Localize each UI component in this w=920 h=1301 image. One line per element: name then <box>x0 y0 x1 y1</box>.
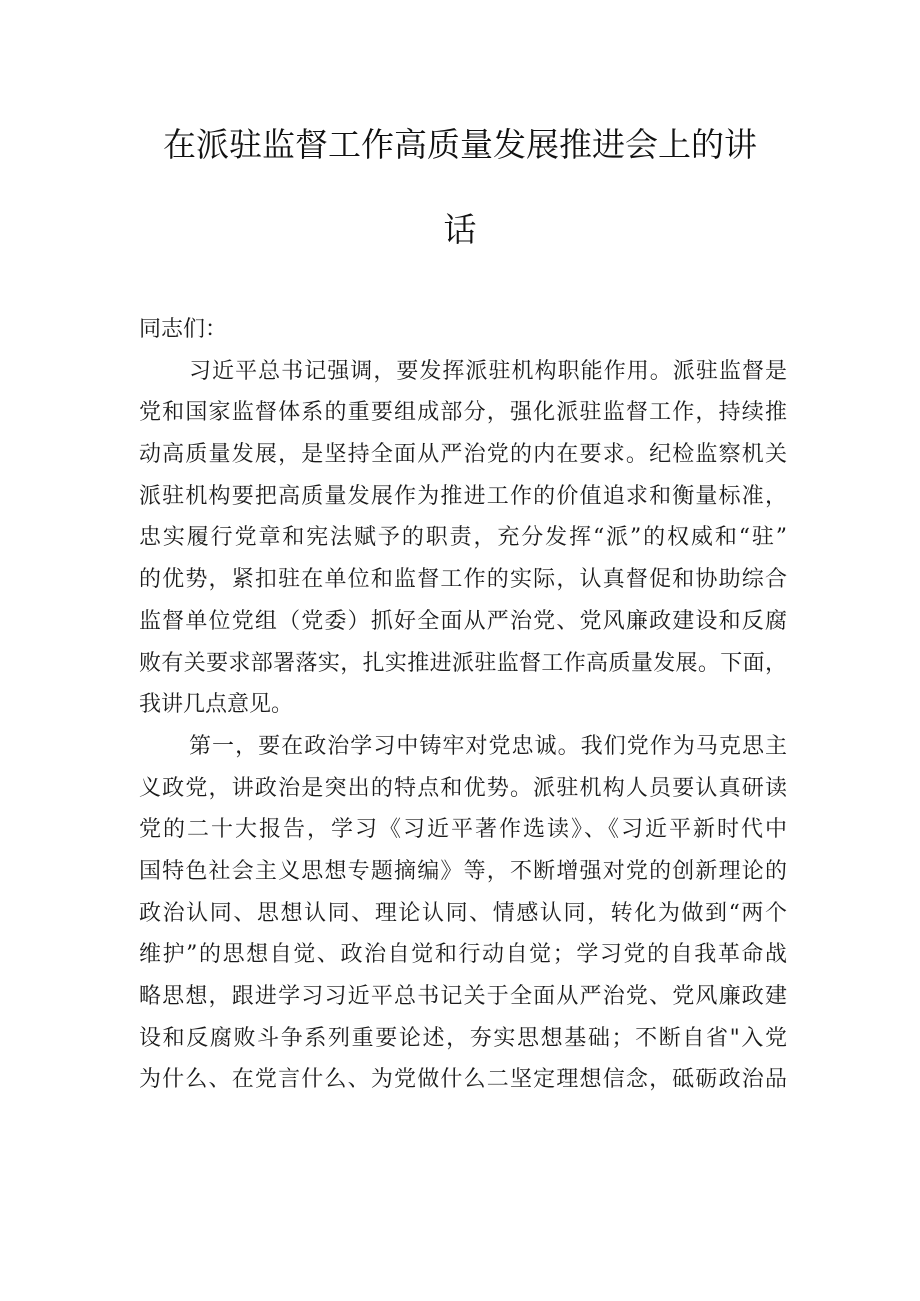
paragraph-1-line: 党和国家监督体系的重要组成部分，强化派驻监督工作，持续推 <box>139 400 787 426</box>
paragraph-2-line: 维护”的思想自觉、政治自觉和行动自觉；学习党的自我革命战 <box>139 942 787 968</box>
paragraph-2-line: 国特色社会主义思想专题摘编》等，不断增强对党的创新理论的 <box>139 858 787 884</box>
paragraph-1-line: 监督单位党组（党委）抓好全面从严治党、党风廉政建设和反腐 <box>139 608 787 634</box>
paragraph-1-line: 忠实履行党章和宪法赋予的职责，充分发挥“派”的权威和“驻” <box>139 525 787 551</box>
paragraph-1-line: 我讲几点意见。 <box>139 692 294 718</box>
paragraph-2-line: 政治认同、思想认同、理论认同、情感认同，转化为做到“两个 <box>139 900 787 926</box>
paragraph-1-line: 习近平总书记强调，要发挥派驻机构职能作用。派驻监督是 <box>189 358 787 384</box>
paragraph-2-line: 设和反腐败斗争系列重要论述，夯实思想基础；不断自省"入党 <box>139 1025 787 1051</box>
paragraph-2-line: 义政党，讲政治是突出的特点和优势。派驻机构人员要认真研读 <box>139 775 787 801</box>
document-body <box>139 309 787 1101</box>
document-title-line-2: 话 <box>443 210 477 249</box>
salutation: 同志们： <box>139 317 228 342</box>
paragraph-2-line: 略思想，跟进学习习近平总书记关于全面从严治党、党风廉政建 <box>139 984 787 1009</box>
paragraph-2-line: 为什么、在党言什么、为党做什么二坚定理想信念，砥砺政治品 <box>139 1067 787 1093</box>
paragraph-2 <box>139 726 787 1101</box>
paragraph-1-line: 派驻机构要把高质量发展作为推进工作的价值追求和衡量标准， <box>139 483 787 509</box>
document-title-line-1: 在派驻监督工作高质量发展推进会上的讲 <box>163 125 757 164</box>
paragraph-1 <box>139 351 787 726</box>
paragraph-2-line: 党的二十大报告，学习《习近平著作选读》、《习近平新时代中 <box>139 817 787 843</box>
paragraph-1-line: 的优势，紧扣驻在单位和监督工作的实际，认真督促和协助综合 <box>139 567 787 593</box>
paragraph-1-line: 败有关要求部署落实，扎实推进派驻监督工作高质量发展。下面， <box>139 650 787 676</box>
paragraph-2-line: 第一，要在政治学习中铸牢对党忠诚。我们党作为马克思主 <box>189 733 787 759</box>
paragraph-1-line: 动高质量发展，是坚持全面从严治党的内在要求。纪检监察机关 <box>139 442 787 468</box>
